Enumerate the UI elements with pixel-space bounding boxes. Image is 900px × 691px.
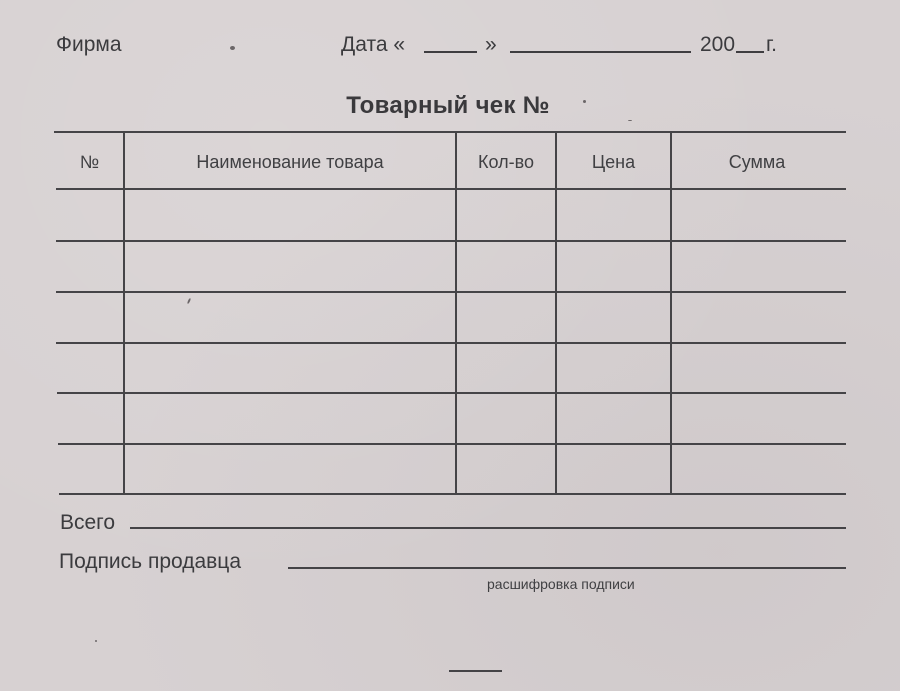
seller-signature-field[interactable] — [288, 567, 846, 569]
seller-signature-label: Подпись продавца — [59, 550, 242, 573]
table-cell-number[interactable] — [56, 445, 123, 491]
table-cell-product-name[interactable] — [125, 344, 455, 392]
table-cell-quantity[interactable] — [457, 242, 555, 291]
table-cell-price[interactable] — [557, 293, 670, 342]
table-cell-sum[interactable] — [672, 293, 844, 342]
signature-caption: расшифровка подписи — [487, 576, 635, 592]
paper-speck — [628, 120, 632, 121]
date-year-field[interactable] — [736, 51, 764, 53]
page-title — [0, 92, 900, 120]
table-cell-number[interactable] — [56, 242, 123, 291]
table-cell-price[interactable] — [557, 445, 670, 491]
table-cell-number[interactable] — [56, 293, 123, 342]
year-prefix: 200 — [700, 33, 736, 56]
table-cell-quantity[interactable] — [457, 445, 555, 491]
paper-speck — [230, 46, 235, 50]
table-bottom-border — [59, 493, 846, 495]
table-cell-price[interactable] — [557, 242, 670, 291]
column-header-sum: Сумма — [728, 152, 786, 172]
firm-label: Фирма — [56, 33, 122, 56]
table-cell-number[interactable] — [56, 190, 123, 240]
total-label: Всего — [60, 511, 116, 534]
table-cell-product-name[interactable] — [125, 293, 455, 342]
table-cell-product-name[interactable] — [125, 190, 455, 240]
table-cell-price[interactable] — [557, 190, 670, 240]
table-cell-sum[interactable] — [672, 394, 844, 443]
page-title-text: Товарный чек № — [346, 92, 550, 119]
table-cell-sum[interactable] — [672, 242, 844, 291]
column-header-quantity: Кол-во — [478, 152, 534, 172]
table-cell-product-name[interactable] — [125, 445, 455, 491]
date-close-quote: » — [485, 33, 497, 56]
table-cell-quantity[interactable] — [457, 344, 555, 392]
column-header-price: Цена — [591, 152, 636, 172]
table-cell-sum[interactable] — [672, 445, 844, 491]
table-cell-number[interactable] — [56, 344, 123, 392]
table-cell-product-name[interactable] — [125, 242, 455, 291]
table-cell-price[interactable] — [557, 344, 670, 392]
date-day-field[interactable] — [424, 51, 477, 53]
table-cell-quantity[interactable] — [457, 190, 555, 240]
table-top-border — [54, 131, 846, 133]
table-cell-sum[interactable] — [672, 190, 844, 240]
table-cell-quantity[interactable] — [457, 394, 555, 443]
table-cell-number[interactable] — [56, 394, 123, 443]
date-month-field[interactable] — [510, 51, 691, 53]
year-suffix: г. — [766, 33, 777, 56]
table-cell-quantity[interactable] — [457, 293, 555, 342]
date-label: Дата « — [341, 33, 406, 56]
table-cell-product-name[interactable] — [125, 394, 455, 443]
table-cell-price[interactable] — [557, 394, 670, 443]
table-cell-sum[interactable] — [672, 344, 844, 392]
bottom-short-line — [449, 670, 502, 672]
total-field[interactable] — [130, 527, 846, 529]
column-header-product-name: Наименование товара — [196, 152, 384, 172]
column-header-number: № — [79, 152, 100, 172]
paper-speck — [95, 640, 97, 642]
